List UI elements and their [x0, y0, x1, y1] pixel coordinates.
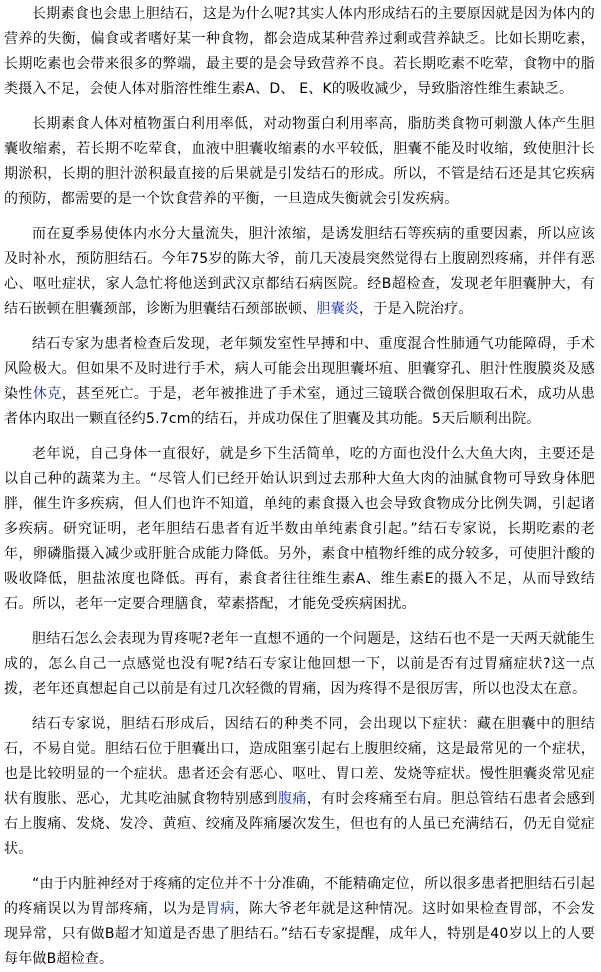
paragraph-text: ，陈大爷老年就是这种情况。这时如果检查胃部，不会发现异常，只有做B超才知道是否患了胆结石。”结石专家提醒，成年人，特别是40岁以上的人要每年做B超检查。: [4, 901, 595, 967]
paragraph-text: “由于内脏神经对于疼痛的定位并不十分准确，不能精确定位，所以很多患者把胆结石引起的疼痛误以为胃部疼痛，以为是: [4, 876, 595, 917]
article-body: [0, 2, 601, 972]
paragraph-8: [4, 872, 595, 972]
paragraph-text: ，甚至死亡。于是，老年被推进了手术室，通过三镜联合微创保胆取石术，成功从患者体内取出一颗直径约5.7cm的结石，并成功保住了胆囊及其功能。5天后顺利出院。: [4, 386, 595, 427]
paragraph-text: 结石专家说，胆结石形成后，因结石的种类不同，会出现以下症状：藏在胆囊中的胆结石，不易自觉。胆结石位于胆囊出口，造成阻塞引起右上腹胆绞痛，这是最常见的一个症状，也是比较明显的一个症状。患者还会有恶心、呕吐、胃口差、发烧等症状。慢性胆囊炎常见症状有腹胀、恶心，尤其吃油腻食物特别感到: [4, 716, 595, 807]
paragraph-5: [4, 442, 595, 617]
link-stomach-disease[interactable]: 胃病: [205, 901, 235, 917]
link-cholecystitis[interactable]: 胆囊炎: [316, 301, 360, 317]
paragraph-text: 长期素食人体对植物蛋白利用率低，对动物蛋白利用率高，脂肪类食物可刺激人体产生胆囊收缩素，若长期不吃荤食，血液中胆囊收缩素的水平较低，胆囊不能及时收缩，致使胆汁长期淤积，长期的胆汁淤积最直接的后果就是引发结石的形成。所以，不管是结石还是其它疾病的预防，都需要的是一个饮食营养的平衡，一旦造成失衡就会引发疾病。: [4, 116, 595, 207]
paragraph-text: 而在夏季易使体内水分大量流失，胆汁浓缩，是诱发胆结石等疾病的重要因素，所以应该及时补水，预防胆结石。今年75岁的陈大爷，前几天凌晨突然觉得右上腹剧烈疼痛，并伴有恶心、呕吐症状，家人急忙将他送到武汉京都结石病医院。经B超检查，发现老年胆囊肿大，有结石嵌顿在胆囊颈部，诊断为胆囊结石颈部嵌顿、: [4, 226, 595, 317]
paragraph-text: 结石专家为患者检查后发现，老年频发室性早搏和中、重度混合性肺通气功能障碍，手术风险极大。但如果不及时进行手术，病人可能会出现胆囊坏疽、胆囊穿孔、胆汁性腹膜炎及感染性: [4, 336, 595, 402]
paragraph-2: [4, 112, 595, 212]
paragraph-text: ，有时会疼痛至右肩。胆总管结石患者会感到右上腹痛、发烧、发冷、黄疸、绞痛及阵痛屡次发生，但也有的人虽已充满结石，仍无自觉症状。: [4, 791, 595, 857]
link-shock[interactable]: 休克: [32, 386, 62, 402]
paragraph-6: [4, 627, 595, 702]
paragraph-text: 胆结石怎么会表现为胃疼呢?老年一直想不通的一个问题是，这结石也不是一天两天就能生成的，怎么自己一点感觉也没有呢?结石专家让他回想一下，以前是否有过胃痛症状?这一点拨，老年还真想起自己以前是有过几次轻微的胃痛，因为疼得不是很厉害，所以也没太在意。: [4, 631, 595, 697]
paragraph-text: 老年说，自己身体一直很好，就是乡下生活简单，吃的方面也没什么大鱼大肉，主要还是以自己种的蔬菜为主。“尽管人们已经开始认识到过去那种大鱼大肉的油腻食物可导致身体肥胖，催生许多疾病，但人们也许不知道，单纯的素食摄入也会导致食物成分比例失调，引起诸多疾病。研究证明，老年胆结石患者有近半数由单纯素食引起。”结石专家说，长期吃素的老年，卵磷脂摄入减少或肝脏合成能力降低。另外，素食中植物纤维的成分较多，可使胆汁酸的吸收降低，胆盐浓度也降低。再有，素食者往往维生素A、维生素E的摄入不足，从而导致结石。所以，老年一定要合理膳食，荤素搭配，才能免受疾病困扰。: [4, 446, 595, 612]
paragraph-4: [4, 332, 595, 432]
paragraph-1: [4, 2, 595, 102]
paragraph-text: ，于是入院治疗。: [359, 301, 473, 317]
link-abdominal-pain[interactable]: 腹痛: [277, 791, 307, 807]
paragraph-text: 长期素食也会患上胆结石，这是为什么呢?其实人体内形成结石的主要原因就是因为体内的营养的失衡，偏食或者嗜好某一种食物，都会造成某种营养过剩或营养缺乏。比如长期吃素，长期吃素也会带来很多的弊端，最主要的是会导致营养不良。若长期吃素不吃荤，食物中的脂类摄入不足，会使人体对脂溶性维生素A、D、 E、K的吸收减少，导致脂溶性维生素缺乏。: [4, 6, 595, 97]
paragraph-3: [4, 222, 595, 322]
paragraph-7: [4, 712, 595, 862]
